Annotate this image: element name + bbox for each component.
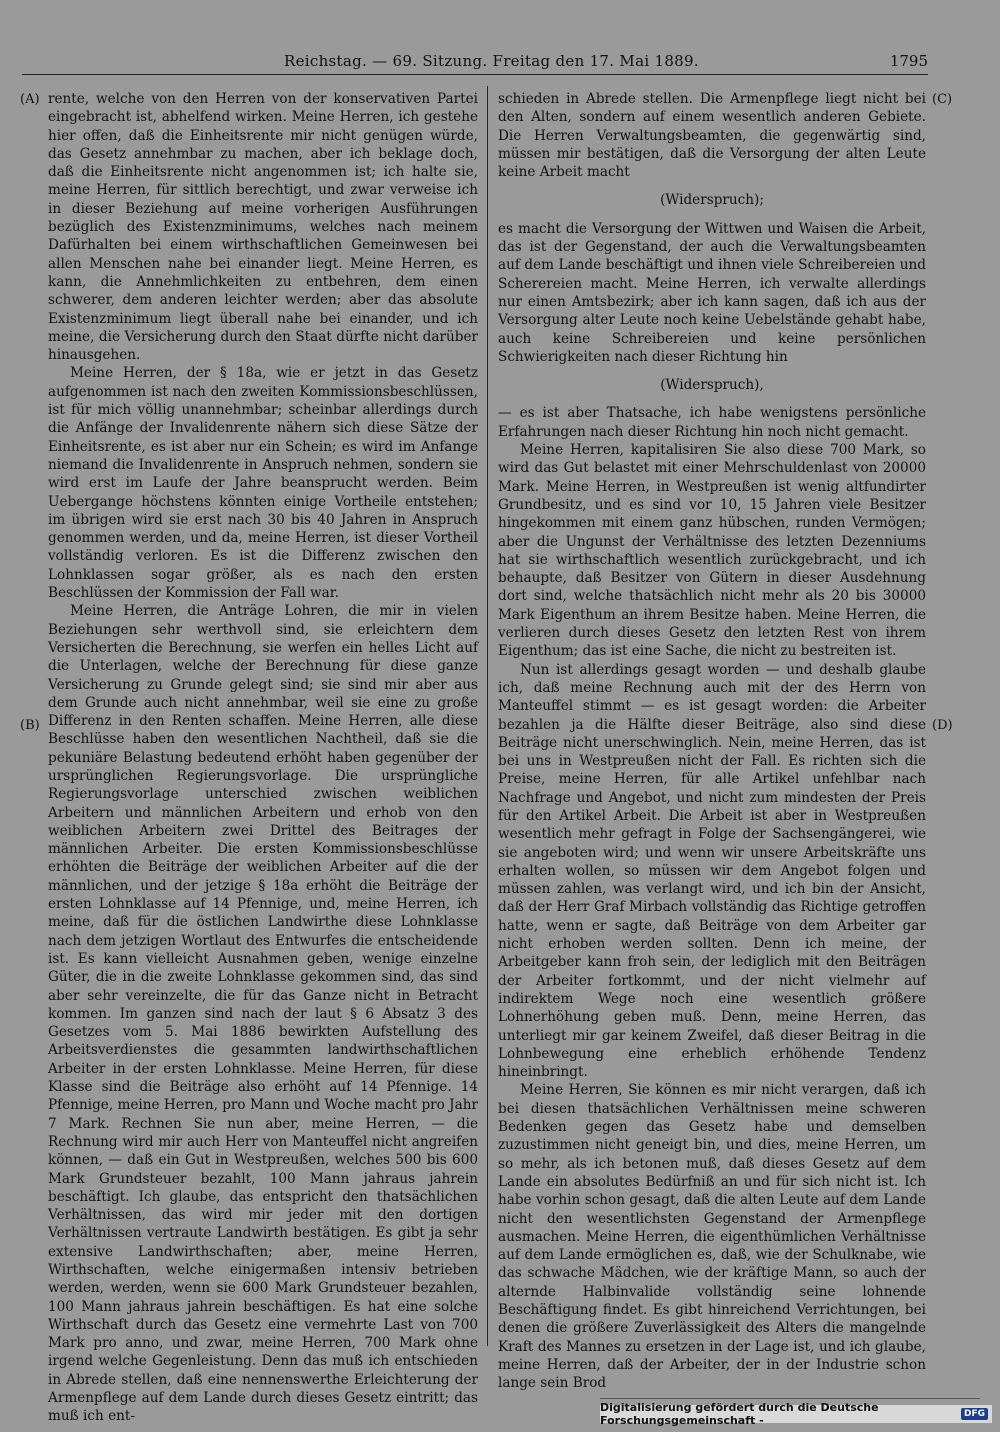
paragraph: Nun ist allerdings gesagt worden — und deshalb glaube ich, daß meine Rechnung auch mit der des Herrn von Manteuffel stimmt — es ist gesagt worden: die Arbeiter bezahlen ja die Hälfte dieser Beiträge, also sind diese Beiträge nicht unerschwinglich. Nein, meine Herren, das ist bei uns in Westpreußen nicht der Fall. Es richten sich die Preise, meine Herren, für alle Artikel unfehlbar nach Nachfrage und Angebot, und nicht zum mindesten der Preis für den Artikel Arbeit. Die Arbeit ist aber in Westpreußen wesentlich mehr gefragt in Folge der Sachsengängerei, wie sie angeboten wird; und wenn wir unsere Arbeitskräfte uns erhalten wollen, so müssen wir dem Angebot folgen und müssen zahlen, was verlangt wird, und ich bin der Ansicht, daß der Herr Graf Mirbach vollständig das Richtige getroffen hatte, wenn er sagte, daß Beiträge von dem Arbeiter gar nicht erhoben werden sollten. Denn ich meine, der Arbeitgeber kann froh sein, der lediglich mit den Beiträgen der Arbeiter fortkommt, und der nicht vielmehr auf indirektem Wege noch eine wesentlich größere Lohnerhöhung geben muß. Denn, meine Herren, das unterliegt mir gar keinem Zweifel, daß dieser Beitrag in die Lohnbewegung eine erheblich erhöhende Tendenz hineinbringt.: [498, 661, 926, 1081]
margin-marker-c: (C): [932, 92, 953, 107]
footer-text: Digitalisierung gefördert durch die Deutsche Forschungsgemeinschaft -: [600, 1401, 879, 1427]
header-title: Reichstag. — 69. Sitzung. Freitag den 17. Mai 1889.: [284, 52, 699, 70]
paragraph: Meine Herren, der § 18a, wie er jetzt in das Gesetz aufgenommen ist nach den zweiten Kommissionsbeschlüssen, ist für mich völlig unannehmbar; scheinbar allerdings durch die Anfänge der Invalidenrente nähern sich diese Sätze der Einheitsrente, es ist aber nur ein Schein; es wird im Anfange niemand die Invalidenrente in Anspruch nehmen, sondern sie wird erst im Laufe der Jahre beansprucht werden. Beim Uebergange höchstens könnten einige Vortheile entstehen; im übrigen wird sie erst nach 30 bis 40 Jahren in Anspruch genommen werden, und da, meine Herren, ist dieser Vortheil vollständig verloren. Es ist die Differenz zwischen den Lohnklassen sogar größer, als es nach den ersten Beschlüssen der Kommission der Fall war.: [48, 365, 478, 602]
dfg-logo: DFG: [961, 1408, 988, 1420]
page-number: 1795: [889, 52, 928, 70]
margin-marker-d: (D): [932, 718, 953, 733]
footer-rule: [600, 1398, 980, 1399]
digitization-footer: [600, 1401, 992, 1427]
left-column: [48, 90, 478, 1425]
paragraph: es macht die Versorgung der Wittwen und Waisen die Arbeit, das ist der Gegenstand, der auch die Verwaltungsbeamten auf dem Lande beschäftigt und ihnen viele Schreibereien und Scherereien macht. Meine Herren, ich verwalte allerdings nur einen Amtsbezirk; aber ich kann sagen, daß ich aus der Versorgung alter Leute noch keine Uebelstände gehabt habe, auch keine Schreibereien und keine persönlichen Schwierigkeiten nach dieser Richtung hin: [498, 220, 926, 365]
paragraph: Meine Herren, Sie können es mir nicht verargen, daß ich bei diesen thatsächlichen Verhältnissen meine schweren Bedenken gegen das Gesetz habe und demselben zuzustimmen nicht geneigt bin, und dies, meine Herren, um so mehr, als ich betonen muß, daß dieses Gesetz auf dem Lande ein absolutes Bedürfniß an und für sich nicht ist. Ich habe vorhin schon gesagt, daß die alten Leute auf dem Lande nicht den wesentlichsten Gegenstand der Armenpflege ausmachen. Meine Herren, die eigenthümlichen Verhältnisse auf dem Lande ermöglichen es, daß, wie der Schulknabe, wie das schwache Mädchen, wie der kräftige Mann, so auch der alternde Halbinvalide vollständig seine lohnende Beschäftigung findet. Es gibt hinreichend Verrichtungen, bei denen die größere Zuverlässigkeit des Alters die mangelnde Kraft des Mannes zu ersetzen in der Lage ist, und ich glaube, meine Herren, daß der Arbeiter, der in der Industrie schon lange sein Brod: [498, 1082, 926, 1392]
paragraph: schieden in Abrede stellen. Die Armenpflege liegt nicht bei den Alten, sondern auf einem wesentlich anderen Gebiete. Die Herren Verwaltungsbeamten, die gegenwärtig sind, müssen mir bestätigen, daß die Versorgung der alten Leute keine Arbeit macht: [498, 91, 926, 181]
paragraph: rente, welche von den Herren von der konservativen Partei eingebracht ist, abhelfend wirken. Meine Herren, ich gestehe hier offen, daß die Einheitsrente mir nicht genügen würde, das Gesetz annehmbar zu machen, aber ich beklage doch, daß die Einheitsrente nicht angenommen ist; ich halte sie, meine Herren, für sittlich berechtigt, und zwar verweise ich in dieser Beziehung auf meine vorherigen Ausführungen bezüglich des Existenzminimums, welches nach meinem Dafürhalten bei einem wirthschaftlichen Gemeinwesen bei allen Menschen nahe bei einander liegt. Meine Herren, es kann, die Annehmlichkeiten zu entbehren, dem einen schwerer, dem anderen leichter werden; aber das absolute Existenzminimum liegt überall nahe bei einander, und ich meine, die Versicherung durch den Staat dürfte nicht darüber hinausgehen.: [48, 91, 478, 364]
margin-marker-b: (B): [20, 718, 40, 733]
paragraph: Meine Herren, die Anträge Lohren, die mir in vielen Beziehungen sehr werthvoll sind, sie erleichtern dem Versicherten die Berechnung, sie werfen ein helles Licht auf die Unterlagen, welche der Berechnung für diese ganze Versicherung zu Grunde gelegt sind; sie sind mir aber aus dem Grunde auch nicht annehmbar, weil sie eine zu große Differenz in den Renten schaffen. Meine Herren, alle diese Beschlüsse haben den wesentlichen Nachtheil, daß sie die pekuniäre Belastung bedeutend erhöht haben gegenüber der ursprünglichen Regierungsvorlage. Die ursprüngliche Regierungsvorlage unterschied zwischen weiblichen Arbeitern und männlichen Arbeitern und erhob von den weiblichen Arbeitern zwei Drittel des Beitrages der männlichen Arbeiter. Die ersten Kommissionsbeschlüsse erhöhten die Beiträge der weiblichen Arbeiter auf die der männlichen, und der jetzige § 18a erhöht die Beiträge der ersten Lohnklasse auf 14 Pfennige, und, meine Herren, ich meine, daß für die östlichen Landwirthe diese Lohnklasse nach dem jetzigen Wortlaut des Entwurfes die entscheidende ist. Es kann vielleicht Ausnahmen geben, wenige einzelne Güter, die in die zweite Lohnklasse gekommen sind, das sind aber sehr vereinzelte, die für das Ganze nicht in Betracht kommen. Im ganzen sind nach der laut § 6 Absatz 3 des Gesetzes vom 5. Mai 1886 bewirkten Aufstellung des Arbeitsverdienstes die gesammten landwirthschaftlichen Arbeiter in der ersten Lohnklasse. Meine Herren, für diese Klasse sind die Beiträge also erhöht auf 14 Pfennige. 14 Pfennige, meine Herren, pro Mann und Woche macht pro Jahr 7 Mark. Rechnen Sie nun aber, meine Herren, — die Rechnung wird mir auch Herr von Manteuffel nicht angreifen können, — daß ein Gut in Westpreußen, welches 500 bis 600 Mark Grundsteuer bezahlt, 100 Mann jahraus jahrein beschäftigt. Ich glaube, das entspricht den thatsächlichen Verhältnissen, das wird mir jeder mit den dortigen Verhältnissen vertraute Landwirth bestätigen. Es gibt ja sehr extensive Landwirthschaften; aber, meine Herren, Wirthschaften, welche einigermaßen intensiv betrieben werden, werden, wenn sie 600 Mark Grundsteuer bezahlen, 100 Mann jahraus jahrein beschäftigen. Es hat eine solche Wirthschaft durch das Gesetz eine vermehrte Last von 700 Mark pro anno, und zwar, meine Herren, 700 Mark ohne irgend welche Gegenleistung. Denn das muß ich entschieden in Abrede stellen, daß eine nennenswerthe Erleichterung der Armenpflege auf dem Lande durch dieses Gesetz eintritt; das muß ich ent-: [48, 603, 478, 1425]
interjection: (Widerspruch);: [660, 192, 764, 209]
paragraph: — es ist aber Thatsache, ich habe wenigstens persönliche Erfahrungen nach dieser Richtung hin noch nicht gemacht.: [498, 405, 926, 440]
page-header: [22, 52, 928, 75]
right-column: [498, 90, 926, 1392]
interjection: (Widerspruch),: [660, 377, 764, 394]
paragraph: Meine Herren, kapitalisiren Sie also diese 700 Mark, so wird das Gut belastet mit einer Mehrschuldenlast von 20000 Mark. Meine Herren, in Westpreußen ist wenig altfundirter Grundbesitz, und es sind vor 10, 15 Jahren viele Besitzer hingekommen mit einem ganz hübschen, runden Vermögen; aber die Ungunst der Verhältnisse des letzten Dezenniums hat sie wirthschaftlich wesentlich zurückgebracht, und ich behaupte, daß Besitzer von Gütern in dieser Ausdehnung dort sind, welche thatsächlich nicht mehr als 20 bis 30000 Mark Eigenthum an ihrem Besitze haben. Meine Herren, die verlieren durch dieses Gesetz den letzten Rest von ihrem Eigenthum; das ist eine Sache, die nicht zu bestreiten ist.: [498, 442, 926, 660]
margin-marker-a: (A): [20, 92, 40, 107]
column-divider: [487, 86, 488, 1346]
